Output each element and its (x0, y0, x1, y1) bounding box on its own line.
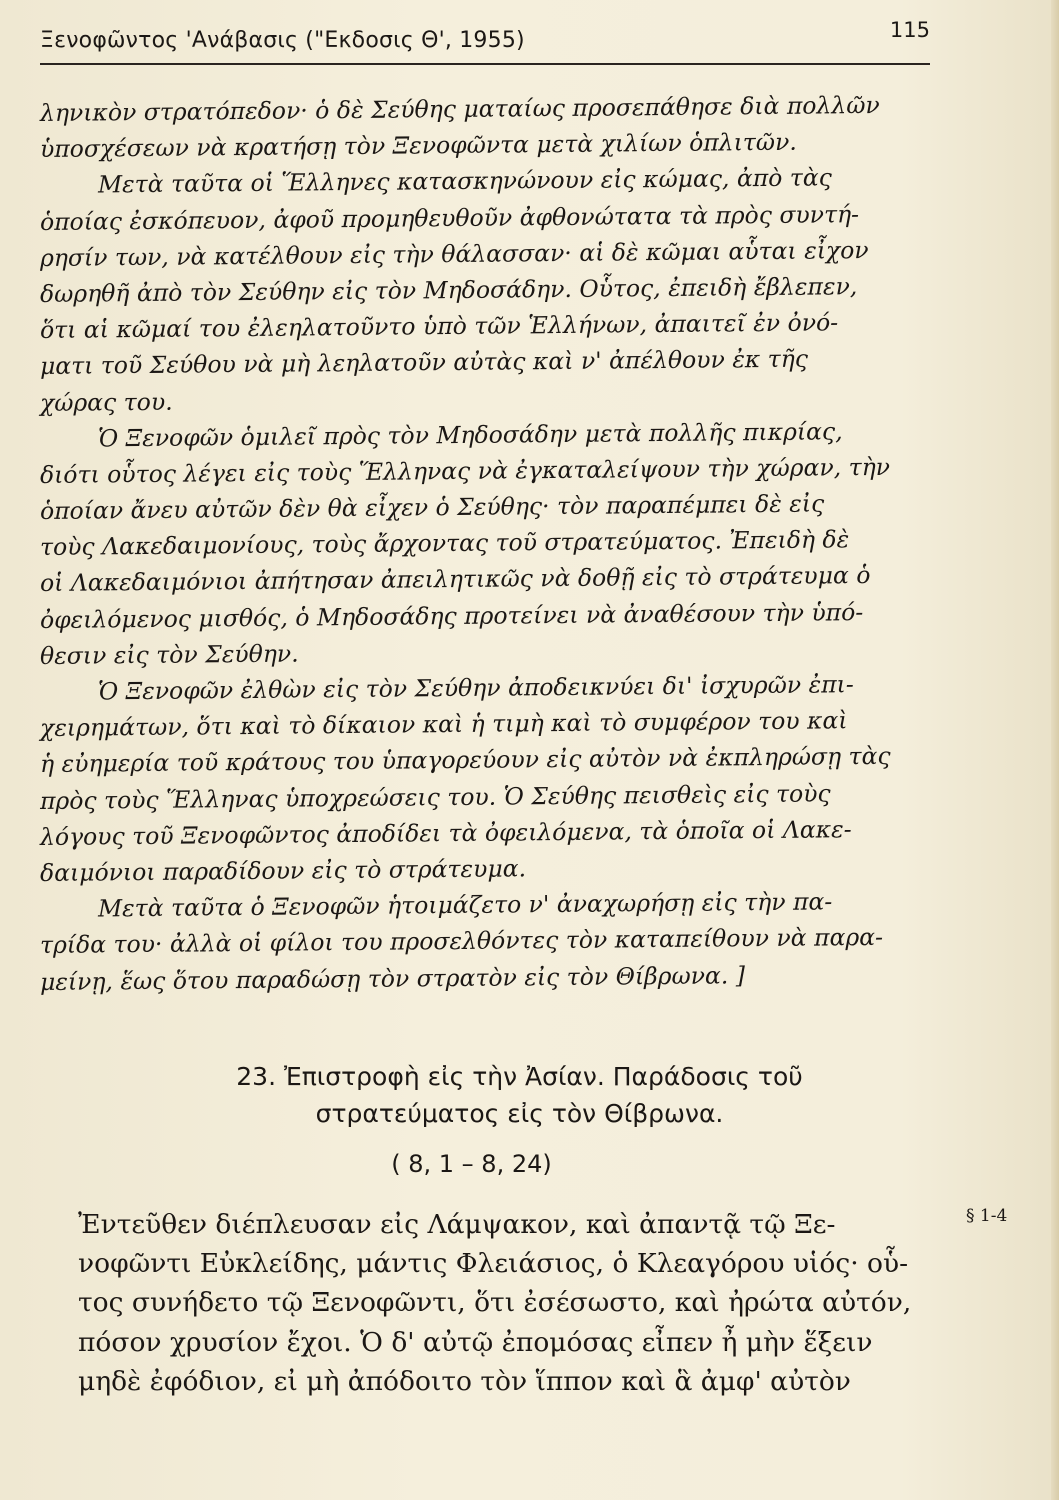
summary-line: Ὁ Ξενοφῶν ὁμιλεῖ πρὸς τὸν Μηδοσάδην μετὰ πολλῆς πικρίας, (97, 416, 843, 453)
header-title: Ξενοφῶντος 'Ανάβασις ("Εκδοσις Θ', 1955) (40, 28, 525, 53)
summary-line: τοὺς Λακεδαιμονίους, τοὺς ἄρχοντας τοῦ στρατεύματος. Ἐπειδὴ δὲ (39, 525, 850, 562)
summary-line: διότι οὗτος λέγει εἰς τοὺς Ἕλληνας νὰ ἐγκαταλείψουν τὴν χώραν, τὴν (39, 452, 891, 489)
summary-line: λόγους τοῦ Ξενοφῶντος ἀποδίδει τὰ ὀφειλόμενα, τὰ ὁποῖα οἱ Λακε- (39, 814, 852, 851)
summary-line: ρησίν των, νὰ κατέλθουν εἰς τὴν θάλασσαν· αἱ δὲ κῶμαι αὗται εἶχον (39, 235, 869, 272)
summary-line: τρίδα του· ἀλλὰ οἱ φίλοι του προσελθόντες τὸν καταπείθουν νὰ παρα- (39, 923, 884, 960)
summary-line: χειρημάτων, ὅτι καὶ τὸ δίκαιον καὶ ἡ τιμὴ καὶ τὸ συμφέρον του καὶ (39, 706, 848, 743)
header-rule (40, 63, 930, 65)
greek-line: πόσον χρυσίον ἔχοι. Ὁ δ' αὐτῷ ἐπομόσας εἶπεν ἦ μὴν ἕξειν (78, 1326, 873, 1358)
summary-line: δωρηθῆ ἀπὸ τὸν Σεύθην εἰς τὸν Μηδοσάδην. Οὗτος, ἐπειδὴ ἔβλεπεν, (39, 272, 858, 308)
summary-line: οἱ Λακεδαιμόνιοι ἀπήτησαν ἀπειλητικῶς νὰ δοθῇ εἰς τὸ στράτευμα ὁ (39, 561, 871, 598)
summary-line: Ὁ Ξενοφῶν ἐλθὼν εἰς τὸν Σεύθην ἀποδεικνύει δι' ἰσχυρῶν ἐπι- (97, 670, 854, 706)
summary-line: Μετὰ ταῦτα ὁ Ξενοφῶν ἡτοιμάζετο ν' ἀναχωρήσῃ εἰς τὴν πα- (97, 887, 833, 923)
summary-line: ὑποσχέσεων νὰ κρατήσῃ τὸν Ξενοφῶντα μετὰ χιλίων ὁπλιτῶν. (39, 127, 797, 164)
summary-line: χώρας του. (39, 387, 173, 417)
summary-line: θεσιν εἰς τὸν Σεύθην. (39, 639, 299, 670)
summary-line: ληνικὸν στρατόπεδον· ὁ δὲ Σεύθης ματαίως προσεπάθησε διὰ πολλῶν (39, 90, 880, 127)
summary-line: πρὸς τοὺς Ἕλληνας ὑποχρεώσεις του. Ὁ Σεύθης πεισθεὶς εἰς τοὺς (39, 778, 831, 815)
summary-line: ὁποίας ἐσκόπευον, ἀφοῦ προμηθευθοῦν ἀφθονώτατα τὰ πρὸς συντή- (39, 199, 860, 236)
summary-line: ὅτι αἱ κῶμαί του ἐλεηλατοῦντο ὑπὸ τῶν Ἑλλήνων, ἀπαιτεῖ ἐν ὀνό- (39, 308, 839, 345)
section-heading-line-1: 23. Ἐπιστροφὴ εἰς τὴν Ἀσίαν. Παράδοσις τοῦ (236, 1062, 803, 1091)
running-header (40, 18, 930, 66)
summary-line: δαιμόνιοι παραδίδουν εἰς τὸ στράτευμα. (39, 854, 527, 887)
summary-line: ὀφειλόμενος μισθός, ὁ Μηδοσάδης προτείνει νὰ ἀναθέσουν τὴν ὑπό- (39, 597, 864, 634)
summary-line: ὁποίαν ἄνευ αὐτῶν δὲν θὰ εἶχεν ὁ Σεύθης· τὸν παραπέμπει δὲ εἰς (39, 489, 825, 526)
greek-line: τος συνήδετο τῷ Ξενοφῶντι, ὅτι ἐσέσωστο, καὶ ἠρώτα αὐτόν, (78, 1287, 912, 1319)
page-edge (1051, 0, 1059, 1500)
margin-section-note: § 1-4 (966, 1206, 1008, 1226)
summary-line: ματι τοῦ Σεύθου νὰ μὴ λεηλατοῦν αὐτὰς καὶ ν' ἀπέλθουν ἐκ τῆς (39, 344, 809, 381)
summary-line: μείνῃ, ἕως ὅτου παραδώσῃ τὸν στρατὸν εἰς τὸν Θίβρωνα. ] (39, 960, 746, 996)
summary-paragraphs (39, 90, 970, 1000)
greek-line: Ἐντεῦθεν διέπλευσαν εἰς Λάμψακον, καὶ ἀπαντᾷ τῷ Ξε- (78, 1209, 836, 1240)
section-reference: ( 8, 1 – 8, 24) (391, 1150, 552, 1178)
greek-line: νοφῶντι Εὐκλείδης, μάντις Φλειάσιος, ὁ Κλεαγόρου υἱός· οὗ- (78, 1248, 909, 1280)
greek-line: μηδὲ ἐφόδιον, εἰ μὴ ἀπόδοιτο τὸν ἵππον καὶ ἃ ἀμφ' αὐτὸν (78, 1365, 851, 1397)
section-heading-line-2: στρατεύματος εἰς τὸν Θίβρωνα. (315, 1099, 724, 1128)
greek-text-block (78, 1205, 978, 1401)
summary-line: ἡ εὐημερία τοῦ κράτους του ὑπαγορεύουν εἰς αὐτὸν νὰ ἐκπληρώσῃ τὰς (39, 742, 891, 779)
summary-line: Μετὰ ταῦτα οἱ Ἕλληνες κατασκηνώνουν εἰς κώμας, ἀπὸ τὰς (97, 163, 833, 199)
page-number: 115 (889, 18, 930, 42)
